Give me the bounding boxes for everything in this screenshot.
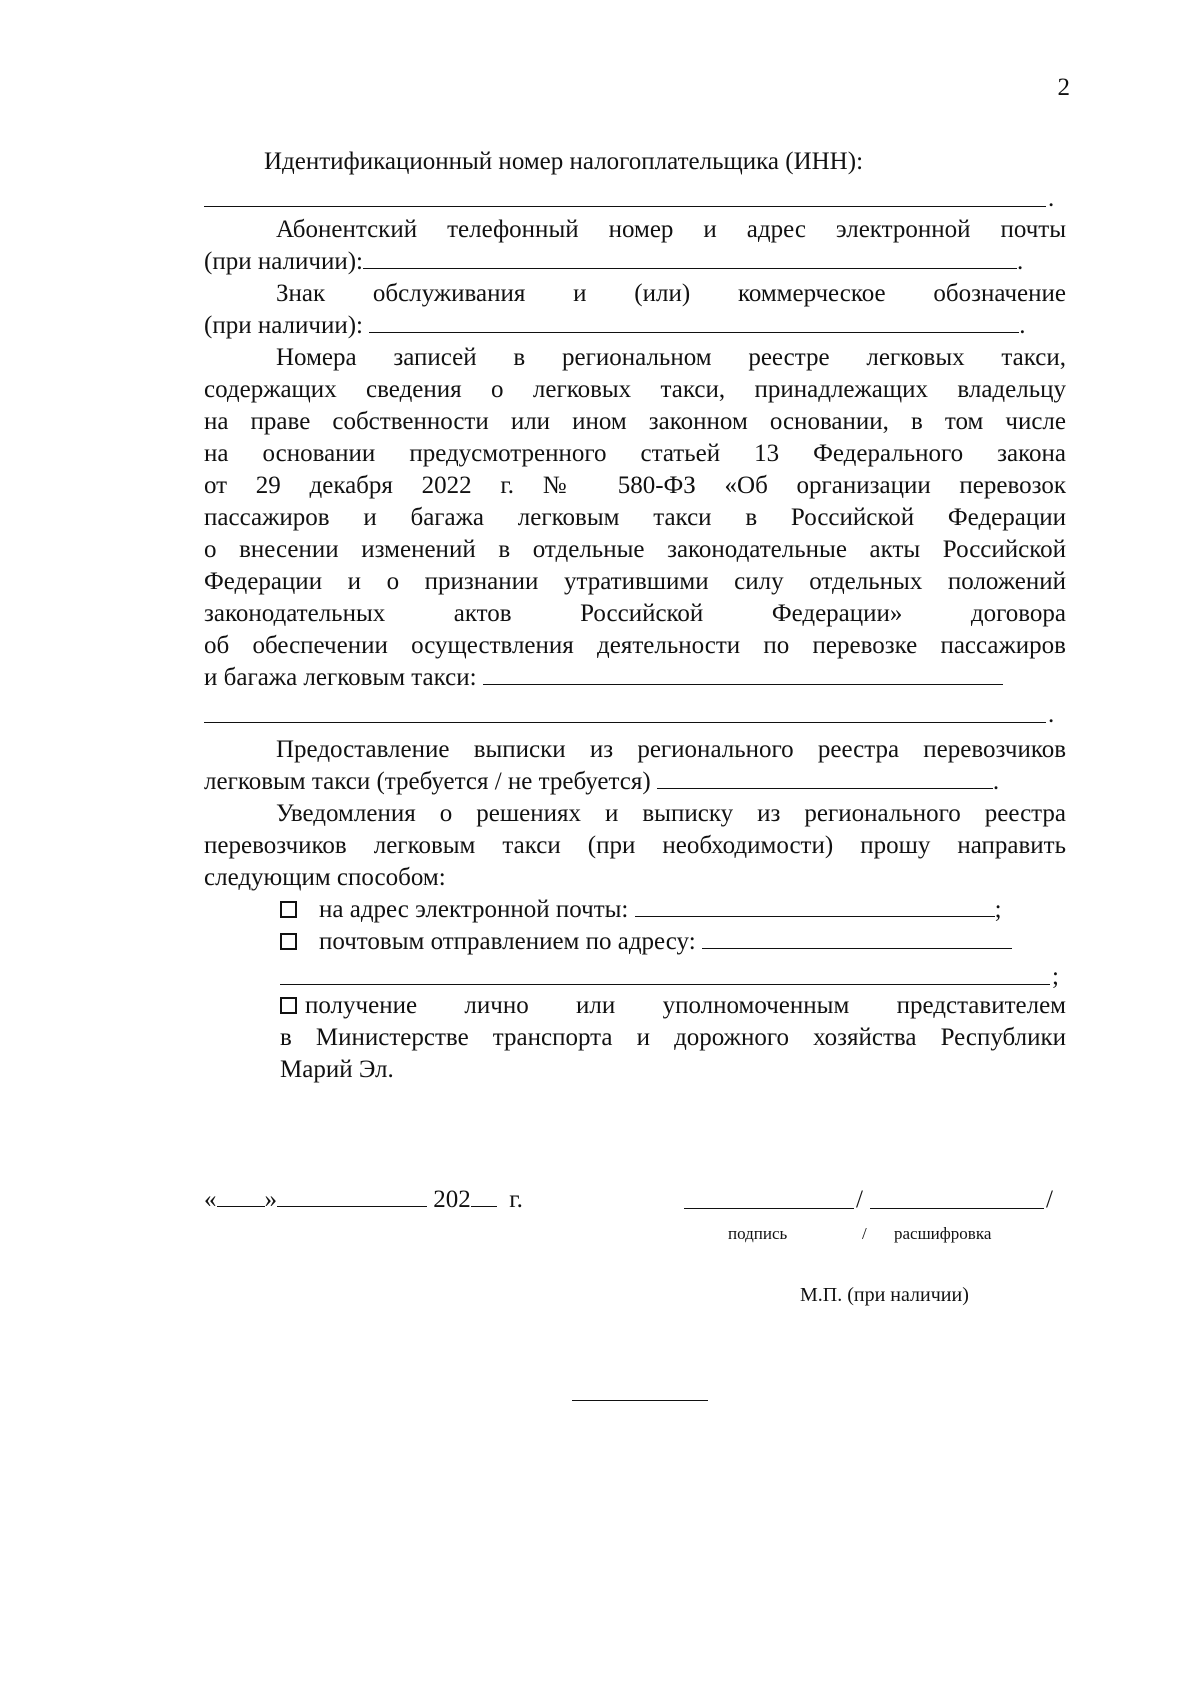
signature-slash-2: / xyxy=(1046,1186,1053,1213)
brand-label: (при наличии): xyxy=(204,312,363,339)
contacts-label: (при наличии): xyxy=(204,248,363,275)
option-email-label: на адрес электронной почты: xyxy=(319,896,629,923)
email-semicolon: ; xyxy=(994,896,1002,923)
registry-line-9: законодательных актов Российской Федерации» договора xyxy=(204,600,1066,627)
year-suffix: г. xyxy=(509,1186,523,1213)
registry-period: . xyxy=(1048,701,1055,728)
registry-line-5: от 29 декабря 2022 г. № 580-ФЗ «Об организации перевозок xyxy=(204,472,1066,499)
inn-field[interactable] xyxy=(204,206,1046,207)
end-separator xyxy=(572,1400,708,1401)
month-field[interactable] xyxy=(277,1184,427,1207)
caption-separator: / xyxy=(862,1224,867,1243)
contacts-line1: Абонентский телефонный номер и адрес электронной почты xyxy=(276,216,1066,243)
registry-line-1: Номера записей в региональном реестре легковых такси, xyxy=(276,344,1066,371)
registry-line-4: на основании предусмотренного статьей 13 Федерального закона xyxy=(204,440,1066,467)
extract-label: легковым такси (требуется / не требуется) xyxy=(204,768,651,795)
registry-line-7: о внесении изменений в отдельные законодательные акты Российской xyxy=(204,536,1066,563)
registry-line-10: об обеспечении осуществления деятельности по перевозке пассажиров xyxy=(204,632,1066,659)
option-personal-line1[interactable] xyxy=(280,990,1066,1022)
option-email[interactable] xyxy=(280,894,1002,926)
page-number: 2 xyxy=(1057,74,1070,101)
option-post[interactable] xyxy=(280,926,1012,958)
post-checkbox[interactable] xyxy=(280,933,297,950)
brand-line1: Знак обслуживания и (или) коммерческое обозначение xyxy=(276,280,1066,307)
decode-caption: расшифровка xyxy=(894,1224,992,1243)
signature-slash-1: / xyxy=(856,1186,863,1213)
brand-line2 xyxy=(204,310,1025,342)
notifications-line3: следующим способом: xyxy=(204,864,446,891)
registry-field-1[interactable] xyxy=(483,662,1003,685)
extract-line1: Предоставление выписки из регионального реестра перевозчиков xyxy=(276,736,1066,763)
contacts-field[interactable] xyxy=(363,246,1017,269)
day-field[interactable] xyxy=(217,1184,265,1207)
year-prefix: 202 xyxy=(433,1186,471,1213)
registry-line-3: на праве собственности или ином законном основании, в том числе xyxy=(204,408,1066,435)
date-open-quote: « xyxy=(204,1186,217,1213)
year-field[interactable] xyxy=(471,1184,497,1207)
seal-label: М.П. (при наличии) xyxy=(800,1284,969,1306)
date-close-quote: » xyxy=(264,1186,277,1213)
inn-label: Идентификационный номер налогоплательщика (ИНН): xyxy=(264,148,864,175)
email-field[interactable] xyxy=(635,894,995,917)
post-field-2[interactable] xyxy=(280,984,1050,985)
personal-checkbox[interactable] xyxy=(280,997,297,1014)
registry-line-2: содержащих сведения о легковых такси, принадлежащих владельцу xyxy=(204,376,1066,403)
registry-line-11 xyxy=(204,662,1003,694)
notifications-line2: перевозчиков легковым такси (при необходимости) прошу направить xyxy=(204,832,1066,859)
extract-field[interactable] xyxy=(657,766,993,789)
post-semicolon: ; xyxy=(1052,963,1059,990)
sign-caption: подпись xyxy=(728,1224,788,1243)
inn-period: . xyxy=(1048,185,1055,212)
contacts-line2 xyxy=(204,246,1023,278)
extract-period: . xyxy=(992,768,1000,795)
option-personal-line3: Марий Эл. xyxy=(280,1056,394,1083)
option-personal-line2: в Министерстве транспорта и дорожного хозяйства Республики xyxy=(280,1024,1066,1051)
registry-line-8: Федерации и о признании утратившими силу отдельных положений xyxy=(204,568,1066,595)
extract-line2 xyxy=(204,766,999,798)
option-post-label: почтовым отправлением по адресу: xyxy=(319,928,696,955)
option-personal-label: получение лично или уполномоченным представителем xyxy=(305,992,1066,1019)
date-block xyxy=(204,1184,523,1216)
notifications-line1: Уведомления о решениях и выписку из регионального реестра xyxy=(276,800,1066,827)
registry-line-6: пассажиров и багажа легковым такси в Российской Федерации xyxy=(204,504,1066,531)
decode-field[interactable] xyxy=(870,1208,1044,1209)
brand-period: . xyxy=(1019,312,1026,339)
brand-field[interactable] xyxy=(369,310,1019,333)
contacts-period: . xyxy=(1016,248,1024,275)
registry-last-label: и багажа легковым такси: xyxy=(204,664,477,691)
email-checkbox[interactable] xyxy=(280,901,297,918)
signature-field[interactable] xyxy=(684,1208,854,1209)
post-field-1[interactable] xyxy=(702,926,1012,949)
registry-field-2[interactable] xyxy=(204,722,1046,723)
